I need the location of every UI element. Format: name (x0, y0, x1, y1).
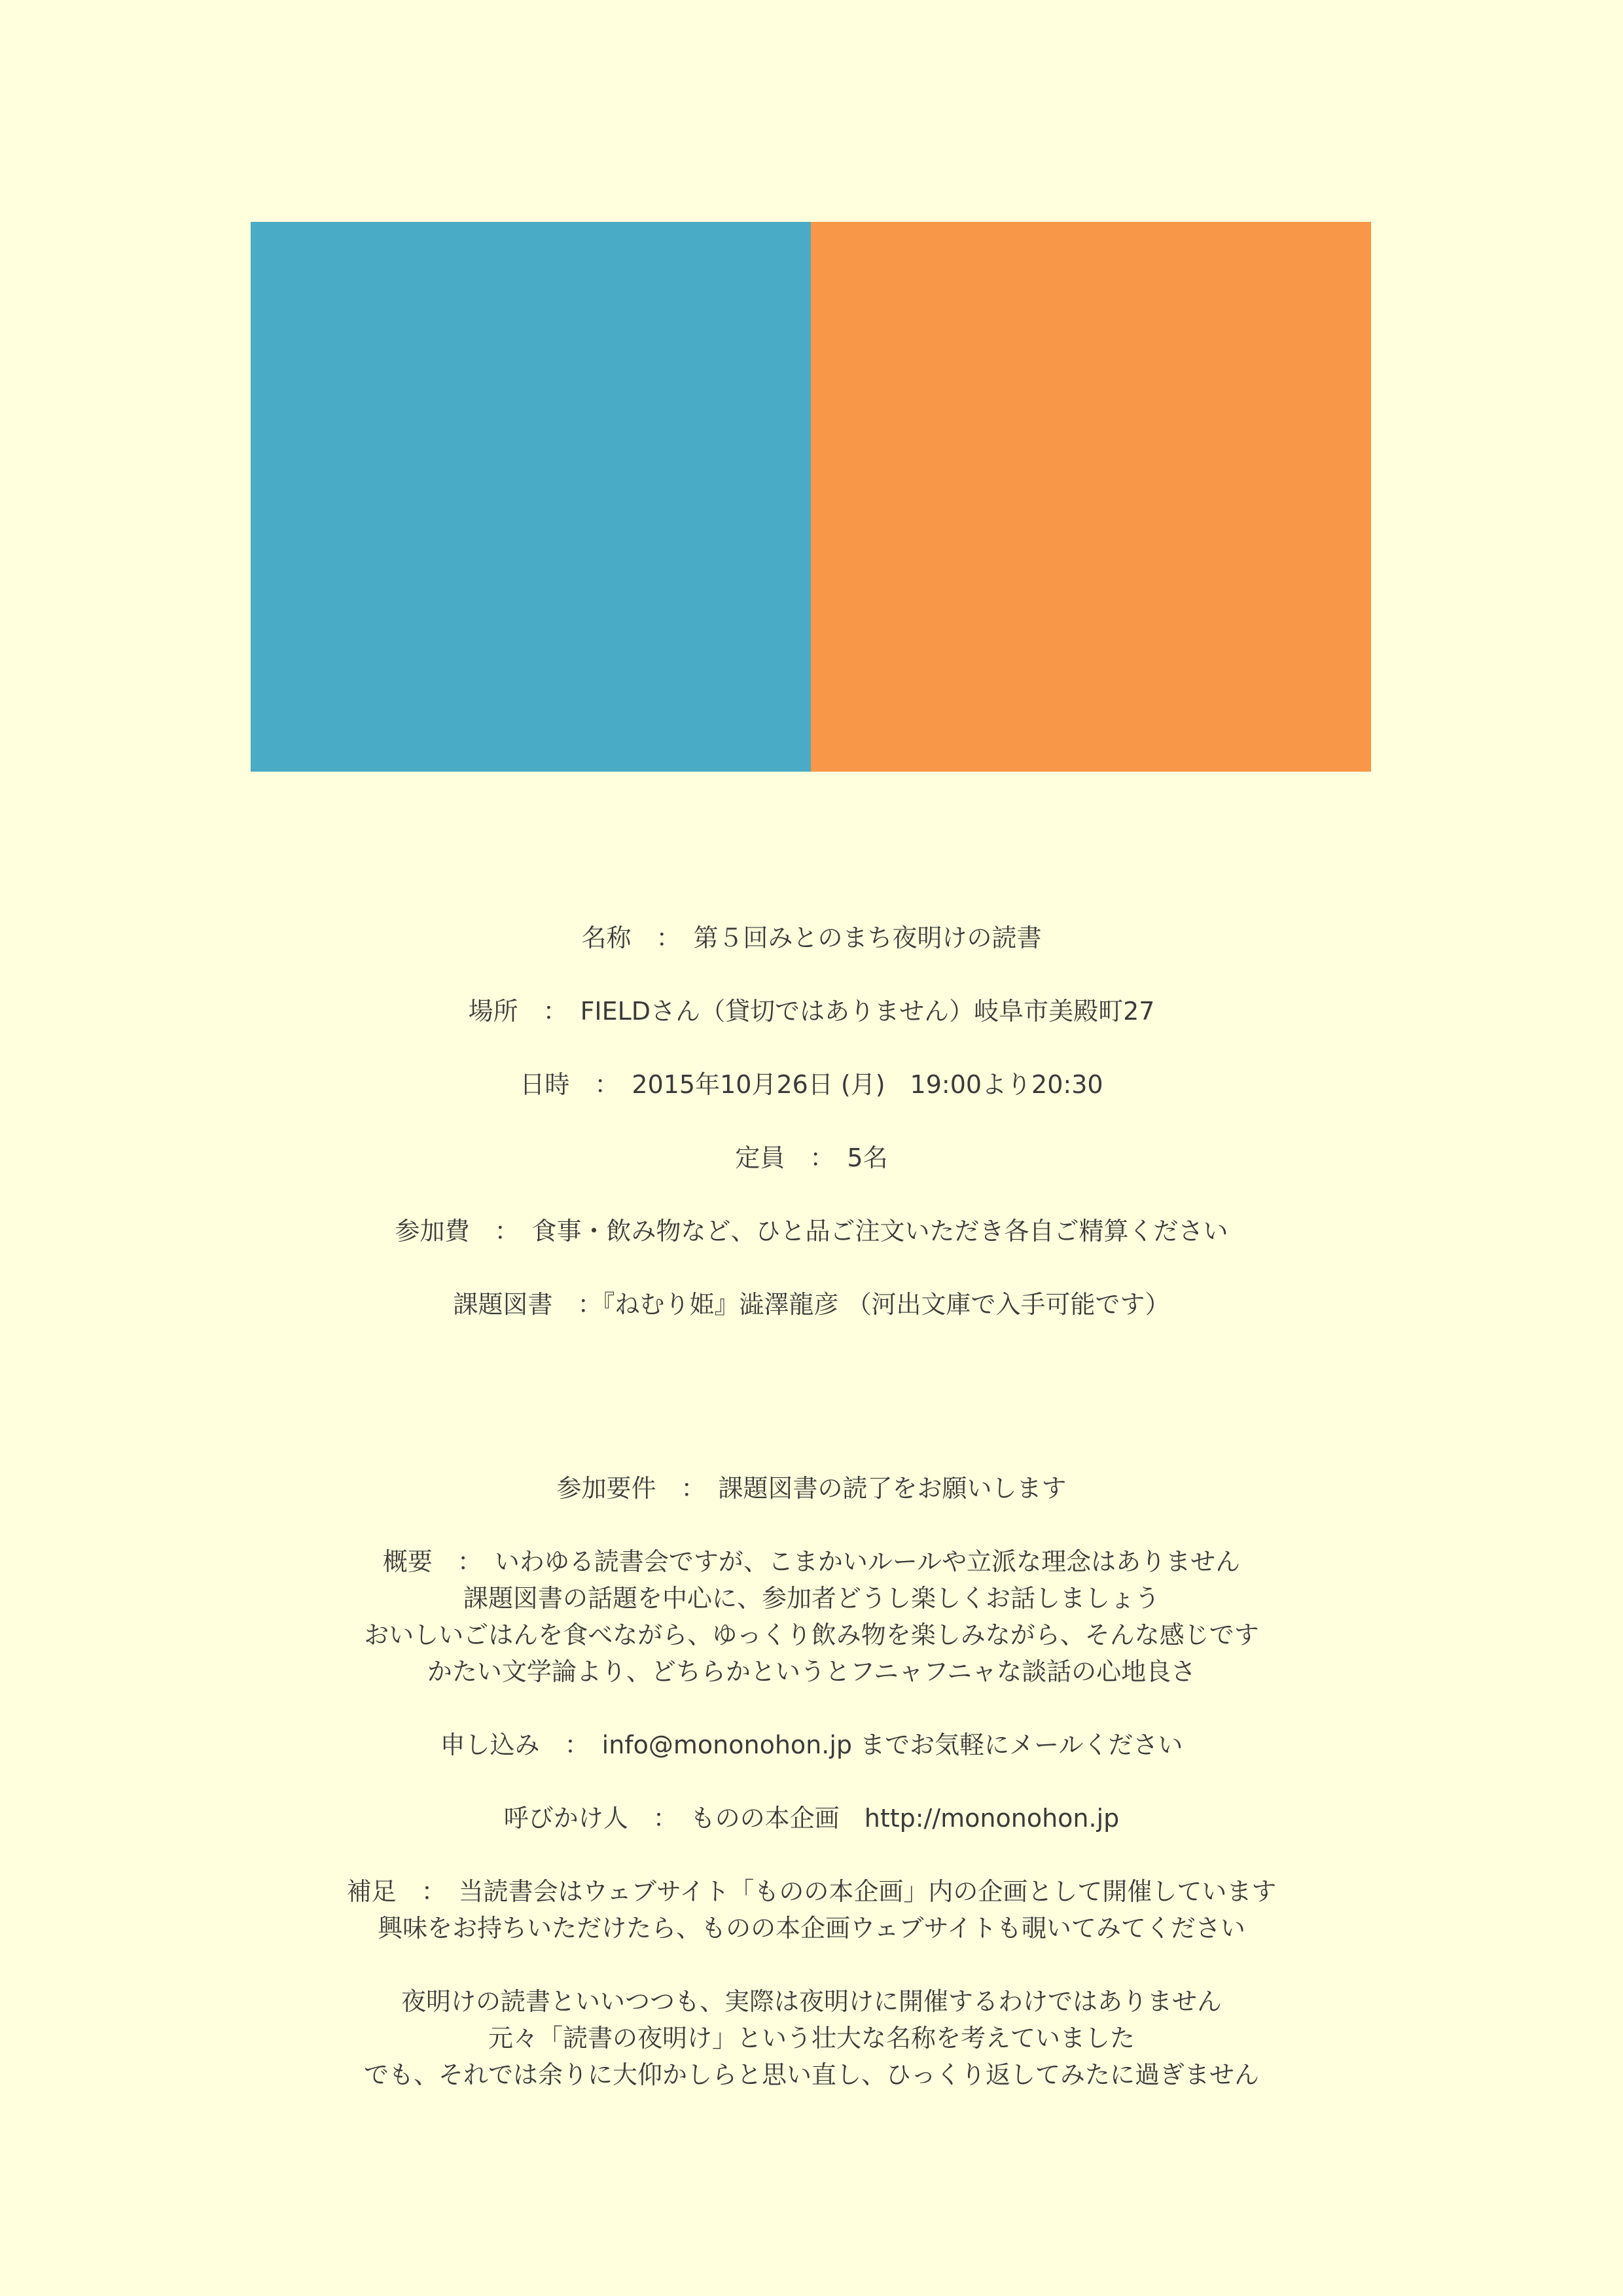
note-line-4: 元々「読書の夜明け」という壮大な名称を考えていました (488, 2024, 1135, 2053)
event-name: 名称 ： 第５回みとのまち夜明けの読書 (581, 924, 1042, 952)
orange-block (811, 222, 1371, 772)
event-application: 申し込み ： info@mononohon.jp までお気軽にメールください (440, 1731, 1183, 1759)
overview-line-3: おいしいごはんを食べながら、ゆっくり飲み物を楽しみながら、そんな感じです (364, 1621, 1259, 1649)
event-capacity: 定員 ： 5名 (735, 1143, 888, 1172)
blue-block (251, 222, 811, 772)
event-datetime: 日時 ： 2015年10月26日 (月) 19:00より20:30 (520, 1070, 1103, 1099)
note-line-2: 興味をお持ちいただけたら、ものの本企画ウェブサイトも覗いてみてください (378, 1914, 1245, 1943)
event-place: 場所 ： FIELDさん（貸切ではありません）岐阜市美殿町27 (468, 997, 1155, 1026)
color-blocks (251, 222, 1371, 772)
overview-line-1: 概要 ： いわゆる読書会ですが、こまかいルールや立派な理念はありません (382, 1547, 1241, 1576)
overview-line-4: かたい文学論より、どちらかというとフニャフニャな談話の心地良さ (427, 1657, 1196, 1686)
event-fee: 参加費 ： 食事・飲み物など、ひと品ご注文いただき各自ご精算ください (395, 1217, 1228, 1246)
event-requirement: 参加要件 ： 課題図書の読了をお願いします (556, 1474, 1067, 1503)
overview-line-2: 課題図書の話題を中心に、参加者どうし楽しくお話しましょう (463, 1584, 1160, 1613)
event-organizer: 呼びかけ人 ： ものの本企画 http://mononohon.jp (503, 1804, 1120, 1833)
note-line-1: 補足 ： 当読書会はウェブサイト「ものの本企画」内の企画として開催しています (346, 1877, 1277, 1906)
note-line-5: でも、それでは余りに大仰かしらと思い直し、ひっくり返してみたに過ぎません (363, 2060, 1259, 2089)
event-book: 課題図書 ：『ねむり姫』澁澤龍彦 （河出文庫で入手可能です） (453, 1290, 1170, 1319)
note-line-3: 夜明けの読書といいつつも、実際は夜明けに開催するわけではありません (401, 1987, 1222, 2016)
